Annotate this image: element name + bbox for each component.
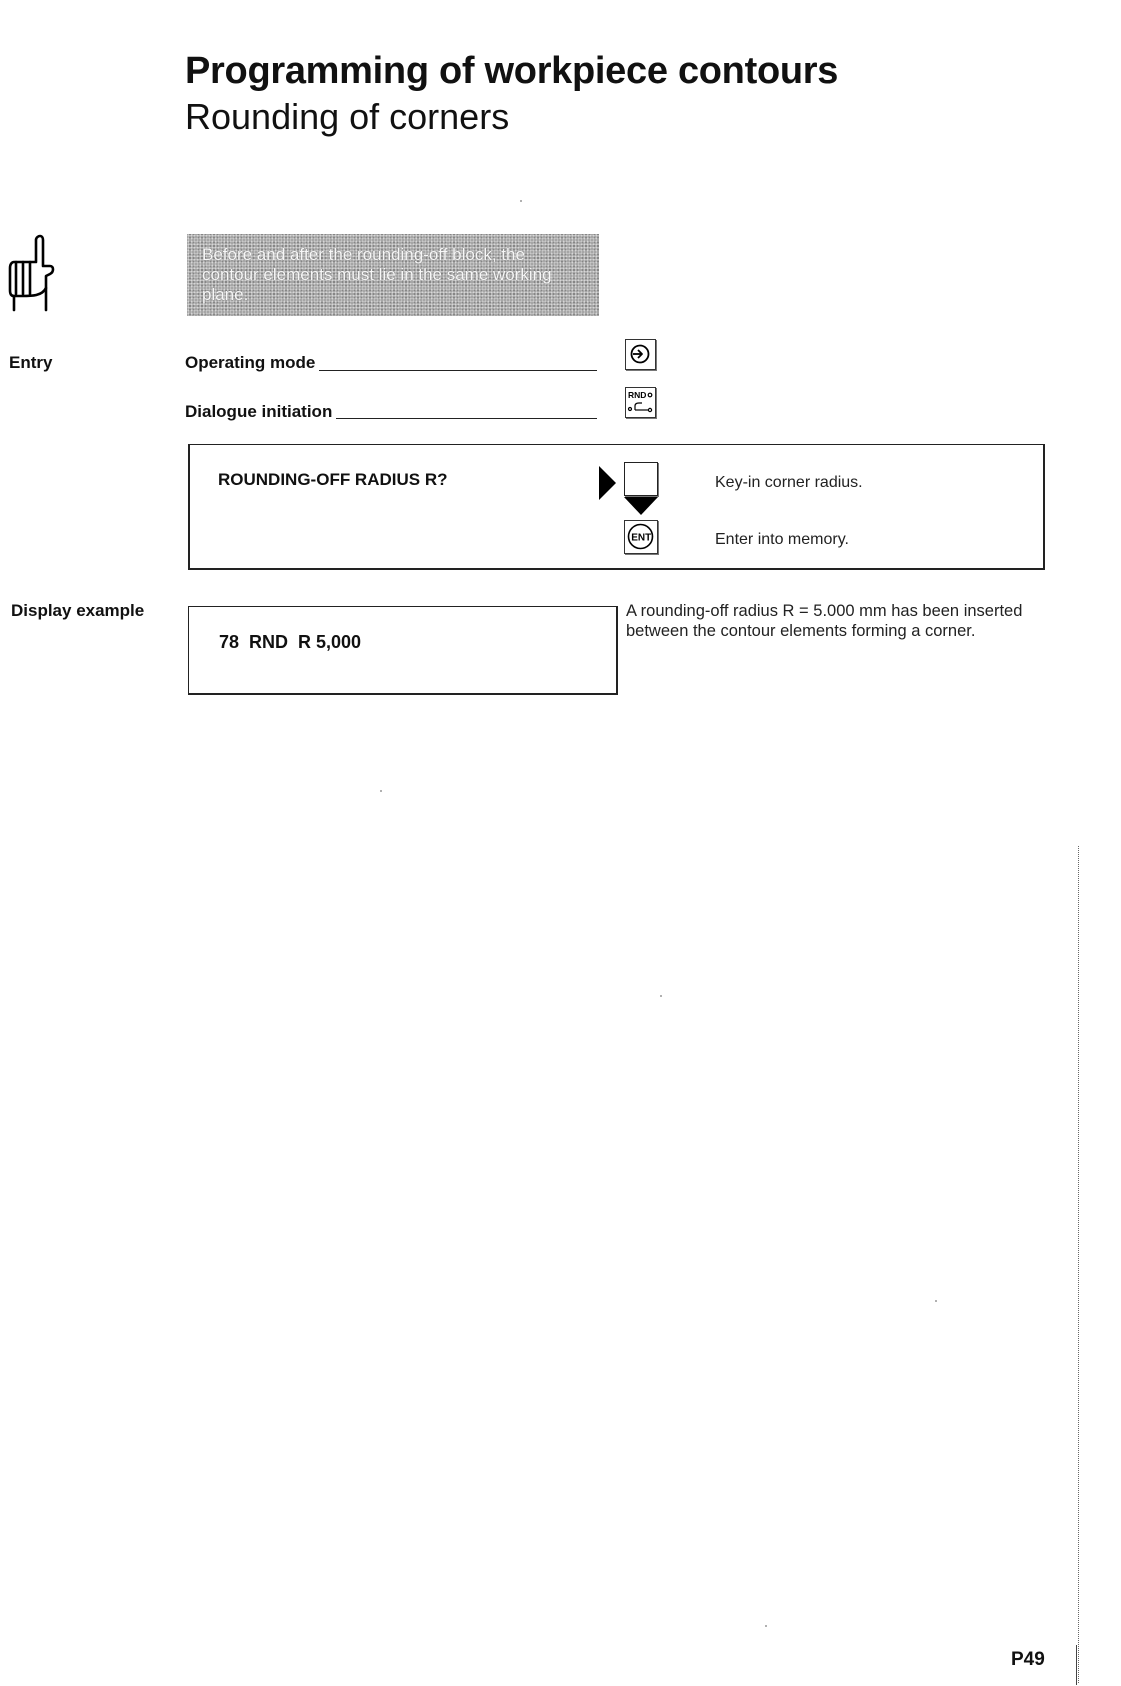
arrow-down-icon: [624, 497, 658, 515]
scan-speck: [765, 1625, 767, 1627]
operating-mode-label: Operating mode: [185, 353, 319, 373]
dialog-prompt: ROUNDING-OFF RADIUS R?: [218, 470, 448, 489]
dialog-box: [188, 444, 1045, 570]
page-subtitle: Rounding of corners: [185, 96, 510, 137]
entry-label: Entry: [9, 353, 53, 372]
svg-text:ENT: ENT: [631, 532, 652, 544]
scan-speck: [660, 995, 662, 997]
page-edge-mark: [1076, 1645, 1077, 1685]
scan-speck: [380, 790, 382, 792]
rnd-key-icon[interactable]: [625, 387, 656, 418]
svg-text:RND: RND: [628, 390, 647, 400]
dialogue-initiation-label: Dialogue initiation: [185, 402, 336, 422]
ent-key-icon[interactable]: [624, 520, 658, 554]
programming-mode-key-icon[interactable]: [625, 339, 656, 370]
page-title: Programming of workpiece contours: [185, 50, 839, 92]
scan-speck: [520, 200, 522, 202]
arrow-right-icon: [599, 466, 616, 500]
display-description: A rounding-off radius R = 5.000 mm has been inserted between the contour elements forming a corner.: [626, 602, 1023, 640]
page-number: P49: [1011, 1649, 1045, 1670]
display-screen-text: 78 RND R 5,000: [219, 632, 362, 652]
pointing-hand-icon: [6, 232, 66, 314]
warning-note: Before and after the rounding-off block, the contour elements must lie in the same working plane.: [187, 234, 599, 316]
key-in-instruction: Key-in corner radius.: [715, 474, 863, 491]
display-example-label: Display example: [11, 601, 145, 620]
page-edge-line: [1078, 846, 1079, 1683]
numeric-input-key-icon[interactable]: [624, 462, 658, 496]
enter-instruction: Enter into memory.: [715, 531, 849, 548]
scan-speck: [935, 1300, 937, 1302]
